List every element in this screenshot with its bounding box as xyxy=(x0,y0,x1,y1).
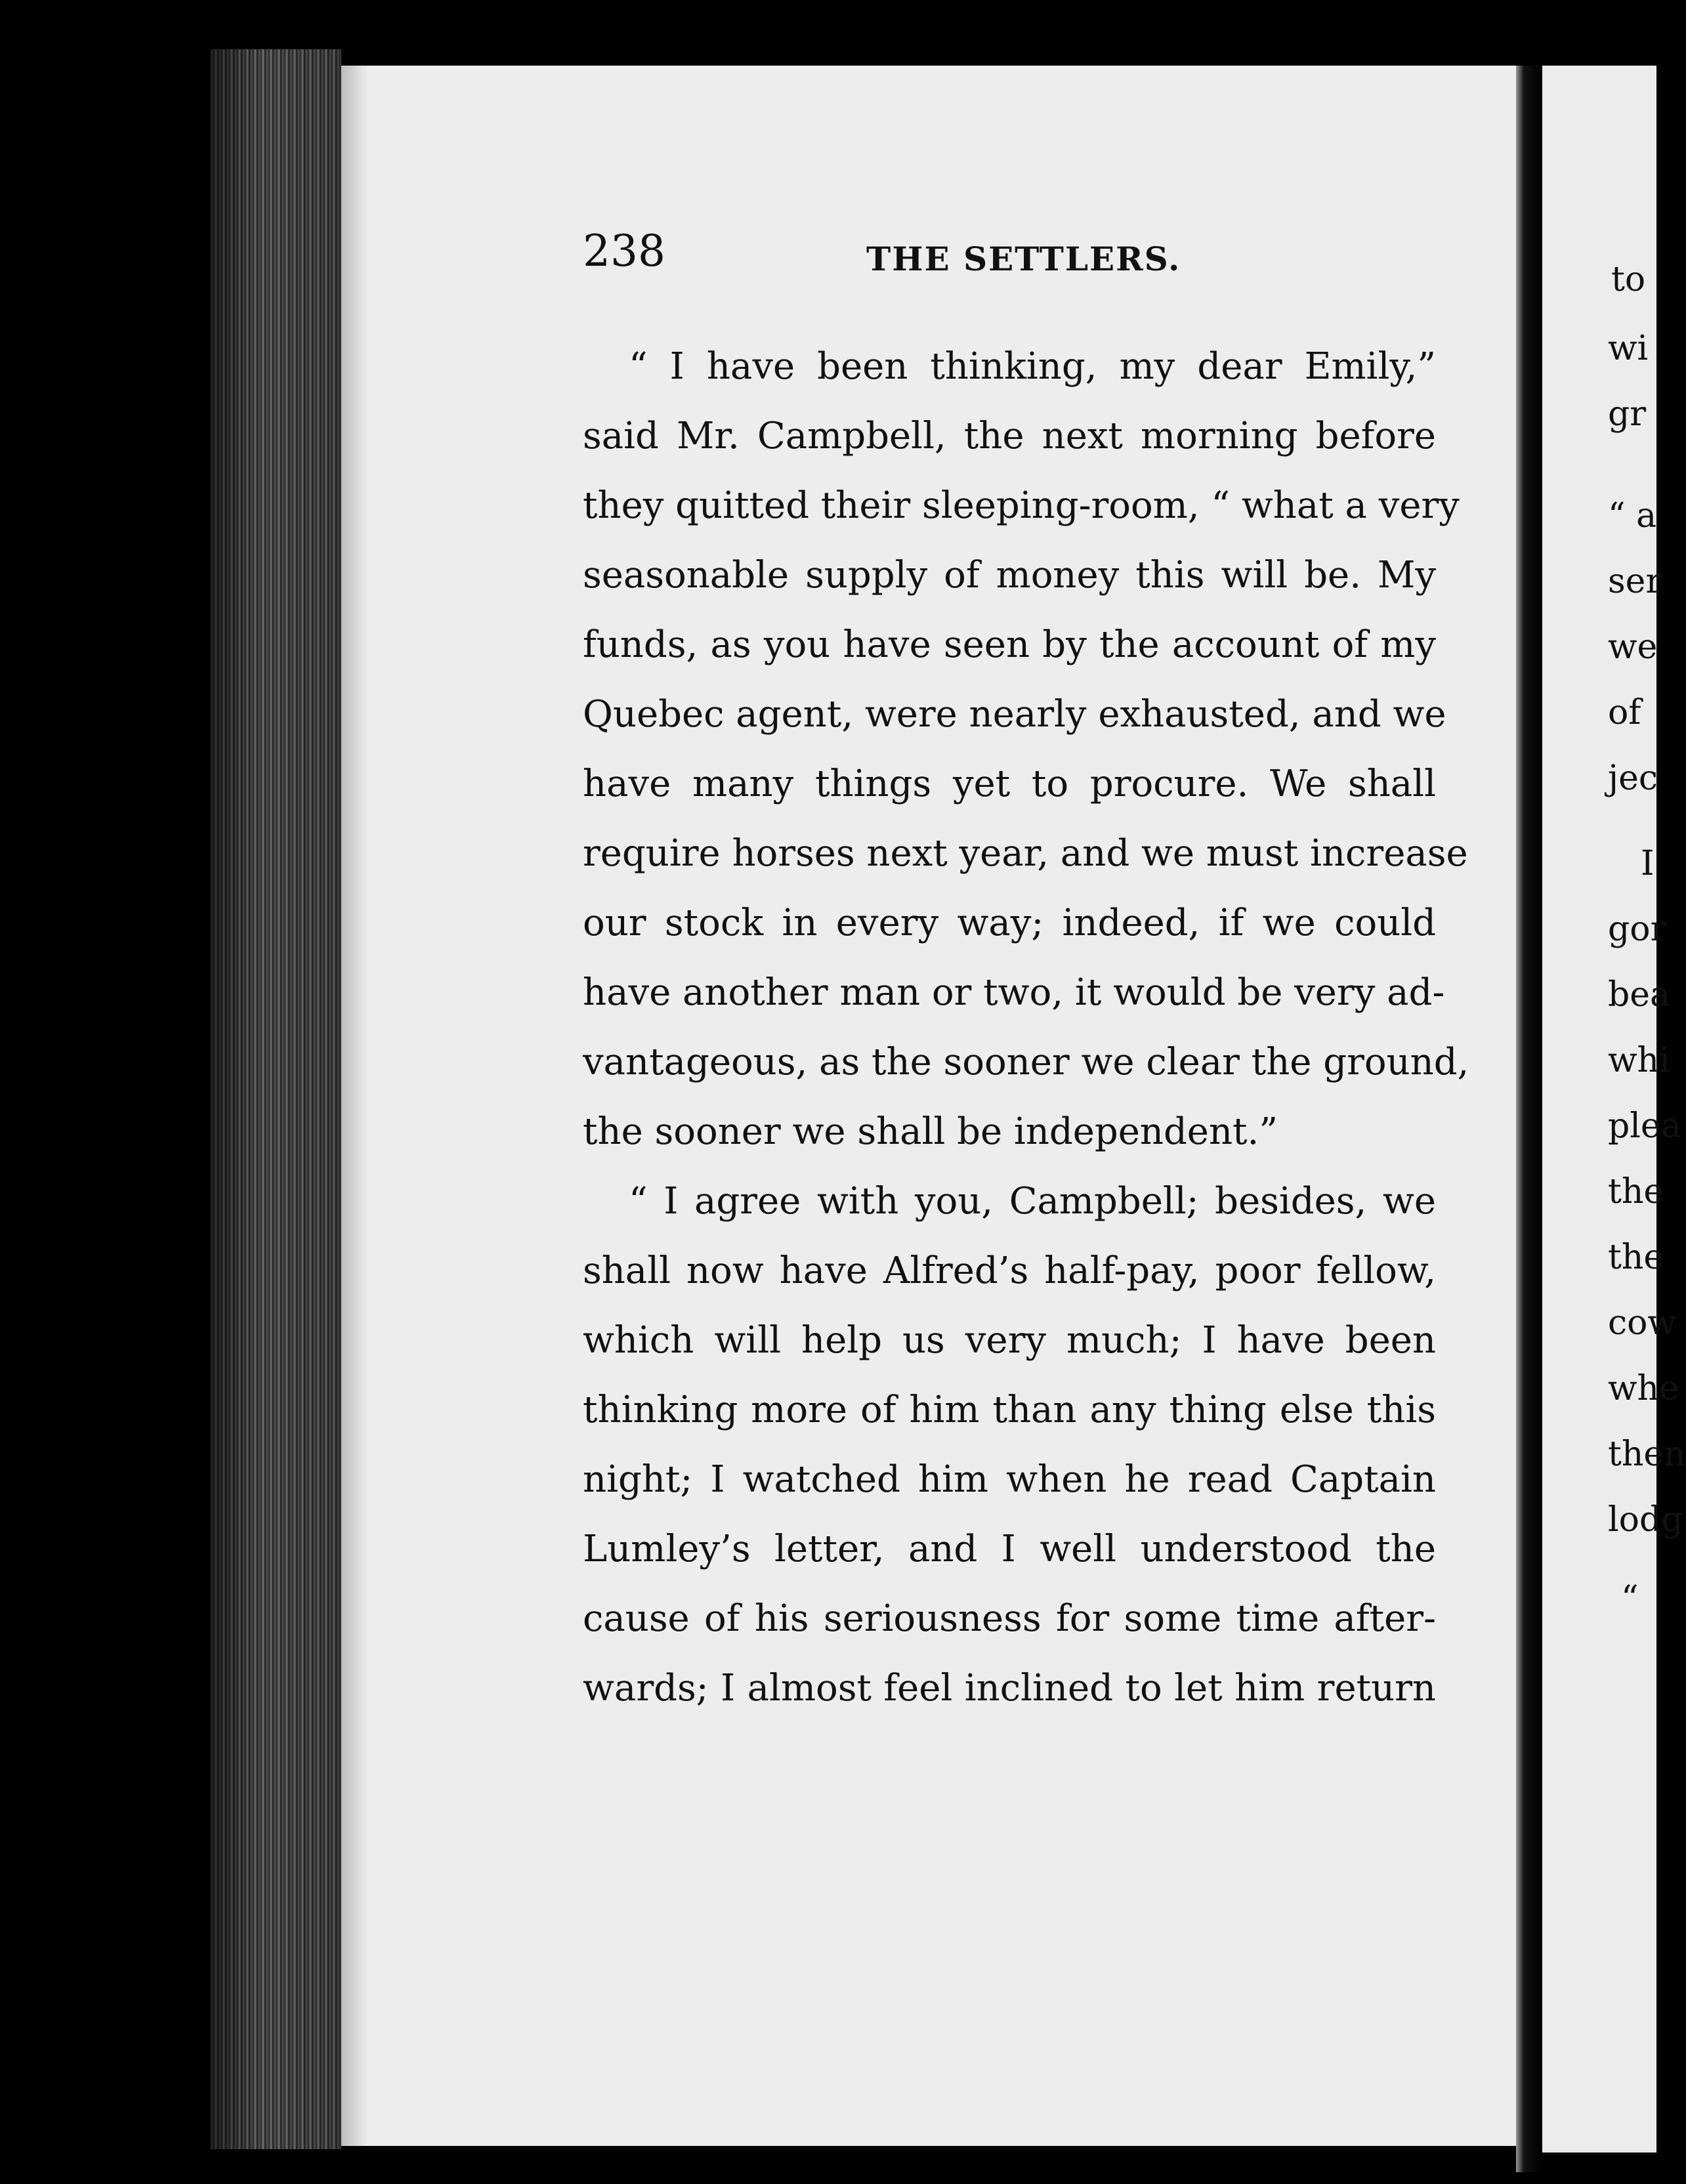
facing-page-fragment: wi xyxy=(1608,329,1649,368)
text-line: cause of his seriousness for some time after- xyxy=(583,1597,1436,1640)
facing-page-fragment: I xyxy=(1641,844,1654,883)
facing-page-fragment: to xyxy=(1611,260,1646,299)
gutter xyxy=(1516,66,1542,2172)
facing-page-fragment: cow xyxy=(1608,1303,1677,1343)
facing-page-fragment: gr xyxy=(1608,394,1647,434)
text-line: night; I watched him when he read Captain xyxy=(583,1458,1436,1501)
facing-page-fragment: whe xyxy=(1608,1369,1679,1408)
text-line: the sooner we shall be independent.” xyxy=(583,1110,1278,1153)
facing-page-fragment: “ xyxy=(1621,1579,1639,1618)
text-line: vantageous, as the sooner we clear the ground, xyxy=(583,1041,1469,1083)
text-line: which will help us very much; I have been xyxy=(583,1319,1436,1362)
facing-page-fragment: the xyxy=(1608,1172,1664,1211)
page-edges xyxy=(210,49,341,2149)
facing-page-fragment: gor xyxy=(1608,910,1667,949)
text-line: they quitted their sleeping-room, “ what a very xyxy=(583,484,1460,527)
text-line: Lumley’s letter, and I well understood the xyxy=(583,1528,1436,1570)
text-line: “ I have been thinking, my dear Emily,” xyxy=(629,345,1436,388)
facing-page-fragment: we xyxy=(1608,627,1658,667)
facing-page-fragment: “ a xyxy=(1608,496,1657,536)
text-line: wards; I almost feel inclined to let him return xyxy=(583,1667,1436,1710)
facing-page-fragment: jec xyxy=(1608,759,1658,798)
facing-page-fragment: then xyxy=(1608,1435,1686,1474)
facing-page-fragment: whi xyxy=(1608,1041,1670,1080)
page-number: 238 xyxy=(583,226,665,276)
text-line: have another man or two, it would be very ad- xyxy=(583,971,1445,1014)
facing-page-fragment: bea xyxy=(1608,975,1671,1015)
text-line: seasonable supply of money this will be. My xyxy=(583,554,1436,597)
facing-page-fragment: plea xyxy=(1608,1106,1681,1146)
text-line: our stock in every way; indeed, if we could xyxy=(583,902,1436,944)
facing-page-fragment: of xyxy=(1608,693,1641,732)
text-line: Quebec agent, were nearly exhausted, and we xyxy=(583,693,1446,736)
facing-page-fragment: ser xyxy=(1608,562,1662,601)
body-text xyxy=(583,332,1469,1723)
text-line: “ I agree with you, Campbell; besides, we xyxy=(629,1180,1436,1223)
text-line: require horses next year, and we must increase xyxy=(583,832,1468,875)
facing-page-fragment: the xyxy=(1608,1238,1664,1277)
facing-page-fragment: lodg xyxy=(1608,1500,1683,1540)
text-line: thinking more of him than any thing else this xyxy=(583,1389,1436,1431)
facing-page xyxy=(1542,66,1686,2152)
text-line: said Mr. Campbell, the next morning before xyxy=(583,415,1436,457)
text-line: have many things yet to procure. We shall xyxy=(583,763,1436,805)
text-line: funds, as you have seen by the account of my xyxy=(583,623,1436,666)
running-head: THE SETTLERS. xyxy=(866,240,1181,278)
text-line: shall now have Alfred’s half-pay, poor fellow, xyxy=(583,1250,1436,1292)
